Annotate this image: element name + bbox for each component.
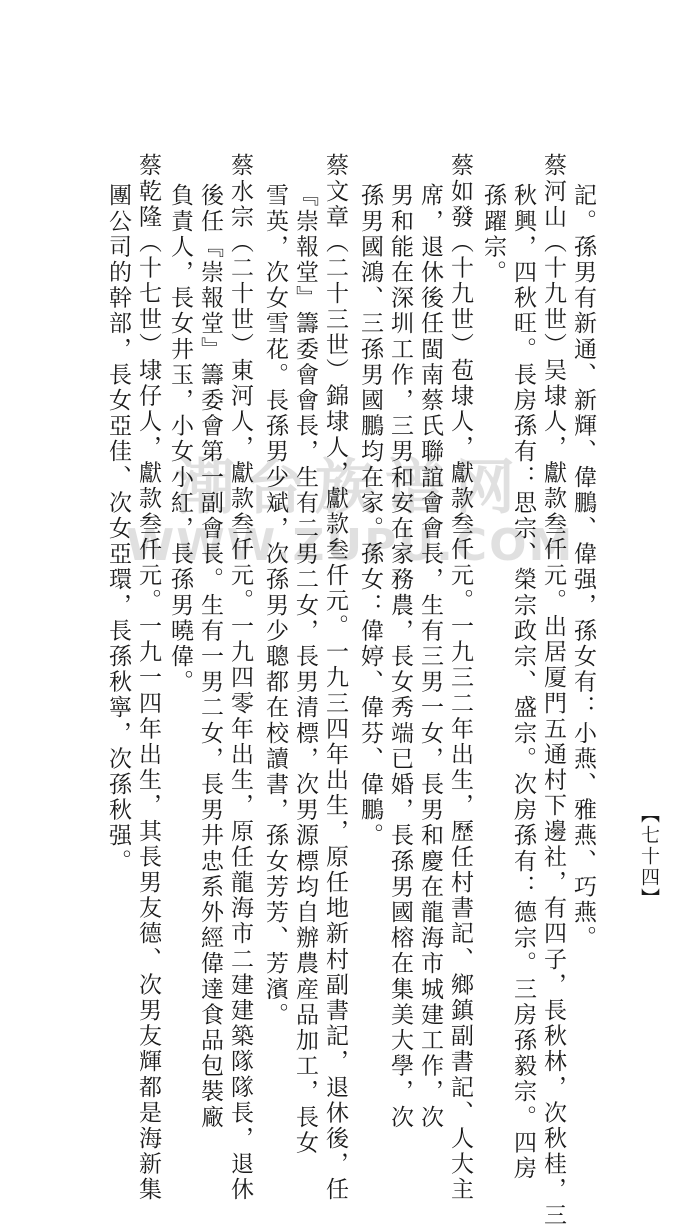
text-column-13: 後任『崇報堂』籌委會第一副會長。生有一男二女，長男井忠系外經偉達食品包裝廠 [197,183,223,1131]
text-column-5: 蔡如發（十九世）苞埭人，獻款叁仟元。一九三二年出生，歷任村書記、鄉鎮副書記、人大主 [447,153,473,1203]
text-column-11: 雪英，次女雪花。長孫男少斌，次孫男少聰都在校讀書，孫女芳芳、芳濱。 [262,183,288,1028]
text-column-15: 蔡乾隆（十七世）埭仔人，獻款叁仟元。一九一四年出生，其長男友德、次男友輝都是海新集 [135,153,161,1203]
text-column-9: 蔡文章（二十三世）錦埭人，獻款叁仟元。一九三四年出生，原任地新村副書記，退休後，任 [322,153,348,1203]
text-column-4: 孫躍宗。 [480,183,506,286]
text-column-2: 蔡河山（十九世）吴埭人，獻款叁仟元。出居厦門五通村下邊社，有四子，長秋林，次秋桂，三 [540,153,566,1228]
text-column-16: 團公司的幹部，長女亞佳、次女亞環，長孫秋寧，次孫秋强。 [105,183,131,875]
text-column-6: 席，退休後任閩南蔡氏聯誼會會長，生有三男一女，長男和慶在龍海市城建工作，次 [417,183,443,1131]
text-column-10: 『崇報堂』籌委會會長，生有二男二女，長男清標，次男源標均自辦農産品加工，長女 [292,183,318,1156]
watermark-title: 潮台族谱网 [175,453,525,523]
text-column-3: 秋興，四秋旺。長房孫有：思宗、榮宗政宗、盛宗。次房孫有：德宗。三房孫毅宗。四房 [510,183,536,1182]
text-column-7: 男和能在深圳工作，三男和安在家務農，長女秀端已婚，長孫男國榕在集美大學，次 [387,183,413,1131]
text-column-14: 負責人，長女井玉，小女小紅，長孫男曉偉。 [167,183,193,695]
text-column-8: 孫男國鴻、三孫男國鵬均在家。孫女：偉婷、偉芬、偉鵬。 [357,183,383,849]
text-column-12: 蔡水宗（二十世）東河人，獻款叁仟元。一九四零年出生，原任龍海市二建建築隊隊長，退休 [227,153,253,1203]
page-number: 【七十四】 [638,804,660,909]
text-column-1: 記。孫男有新通、新輝、偉鵬、偉强，孫女有：小燕、雅燕、巧燕。 [570,183,596,951]
watermark-url: WWW.ZUPU.COM [125,520,575,571]
